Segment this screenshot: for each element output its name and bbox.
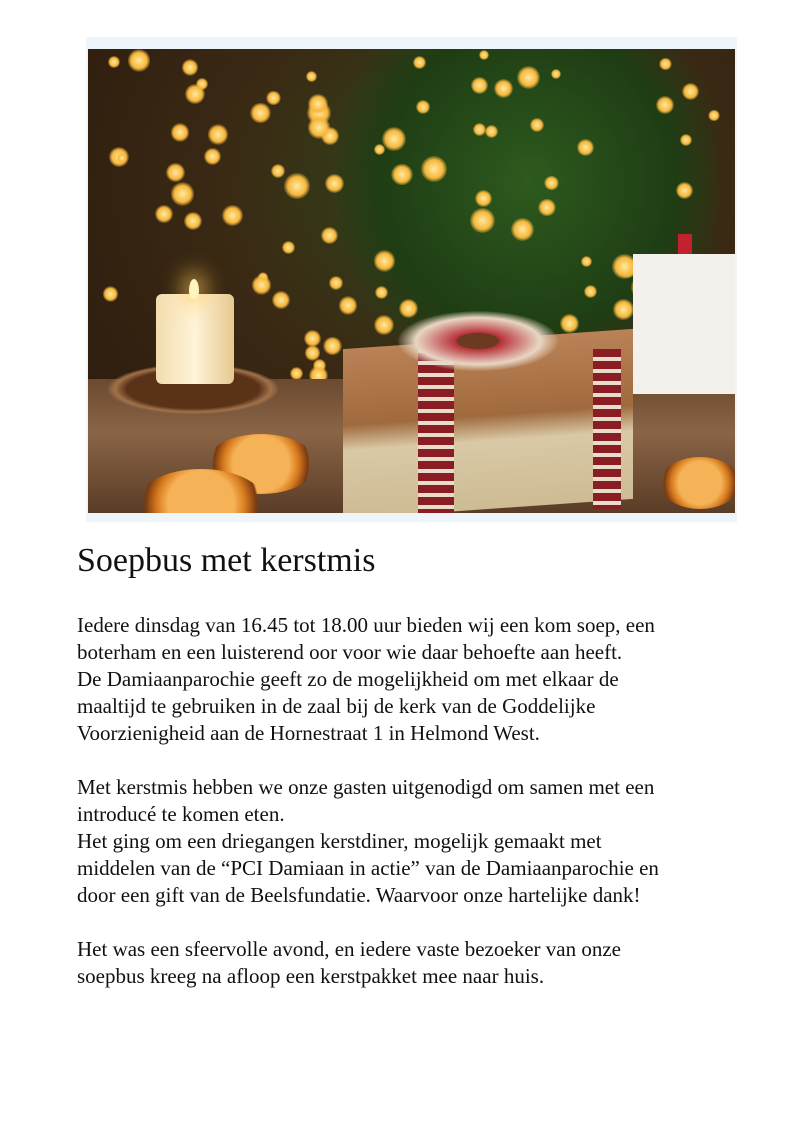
bokeh-light [284, 173, 309, 198]
decorative-house [633, 254, 735, 394]
bokeh-light [374, 250, 396, 272]
bokeh-light [325, 174, 344, 193]
dried-orange-slice [660, 457, 735, 509]
text-line: door een gift van de Beelsfundatie. Waarvoor onze hartelijke dank! [77, 883, 641, 907]
christmas-gift-photo [88, 49, 735, 513]
bokeh-light [272, 291, 290, 309]
bokeh-light [108, 56, 121, 69]
bokeh-light [421, 156, 446, 181]
bokeh-light [321, 227, 338, 244]
text-line: Het was een sfeervolle avond, en iedere vaste bezoeker van onze [77, 937, 621, 961]
bokeh-light [305, 345, 321, 361]
bokeh-light [413, 56, 426, 69]
paragraph [77, 774, 757, 909]
gift-ribbon [593, 349, 621, 509]
bokeh-light [544, 176, 559, 191]
bokeh-light [538, 199, 555, 216]
bokeh-light [659, 58, 671, 70]
bokeh-light [323, 337, 341, 355]
bokeh-light [204, 148, 221, 165]
article-title: Soepbus met kerstmis [77, 542, 376, 579]
bokeh-light [375, 286, 388, 299]
bokeh-light [282, 241, 295, 254]
paragraph [77, 936, 757, 990]
bokeh-light [182, 59, 198, 75]
bokeh-light [475, 190, 492, 207]
paragraph [77, 612, 757, 747]
bokeh-light [166, 163, 185, 182]
bokeh-light [266, 91, 280, 105]
text-line: Voorzienigheid aan de Hornestraat 1 in Helmond West. [77, 721, 540, 745]
bokeh-light [306, 71, 317, 82]
bokeh-light [470, 208, 495, 233]
bokeh-light [222, 205, 243, 226]
text-line: middelen van de “PCI Damiaan in actie” van de Damiaanparochie en [77, 856, 659, 880]
bokeh-light [577, 139, 594, 156]
bokeh-light [171, 123, 190, 142]
bokeh-light [471, 77, 488, 94]
bokeh-light [391, 164, 412, 185]
bokeh-light [613, 299, 633, 319]
bokeh-light [581, 256, 592, 267]
bokeh-light [208, 124, 229, 145]
candle [156, 294, 234, 384]
text-line: boterham en een luisterend oor voor wie daar behoefte aan heeft. [77, 640, 623, 664]
article-body [77, 612, 757, 1017]
bokeh-light [271, 164, 285, 178]
bokeh-light [511, 218, 534, 241]
bokeh-light [250, 103, 271, 124]
bokeh-light [184, 212, 202, 230]
bokeh-light [185, 84, 205, 104]
bokeh-light [676, 182, 693, 199]
bokeh-light [680, 134, 692, 146]
bokeh-light [252, 275, 272, 295]
gift-bow [398, 311, 558, 371]
text-line: soepbus kreeg na afloop een kerstpakket mee naar huis. [77, 964, 545, 988]
text-line: introducé te komen eten. [77, 802, 285, 826]
bokeh-light [155, 205, 173, 223]
bokeh-light [308, 94, 328, 114]
bokeh-light [171, 182, 194, 205]
text-line: Met kerstmis hebben we onze gasten uitgenodigd om samen met een [77, 775, 655, 799]
text-line: maaltijd te gebruiken in de zaal bij de kerk van de Goddelijke [77, 694, 596, 718]
bokeh-light [708, 110, 720, 122]
candle-flame [189, 279, 199, 299]
bokeh-light [560, 314, 579, 333]
text-line: Iedere dinsdag van 16.45 tot 18.00 uur bieden wij een kom soep, een [77, 613, 655, 637]
bokeh-light [128, 49, 151, 72]
text-line: De Damiaanparochie geeft zo de mogelijkheid om met elkaar de [77, 667, 619, 691]
bokeh-light [473, 123, 486, 136]
bokeh-light [517, 66, 540, 89]
bokeh-light [103, 286, 118, 301]
bokeh-light [530, 118, 544, 132]
text-line: Het ging om een driegangen kerstdiner, mogelijk gemaakt met [77, 829, 602, 853]
